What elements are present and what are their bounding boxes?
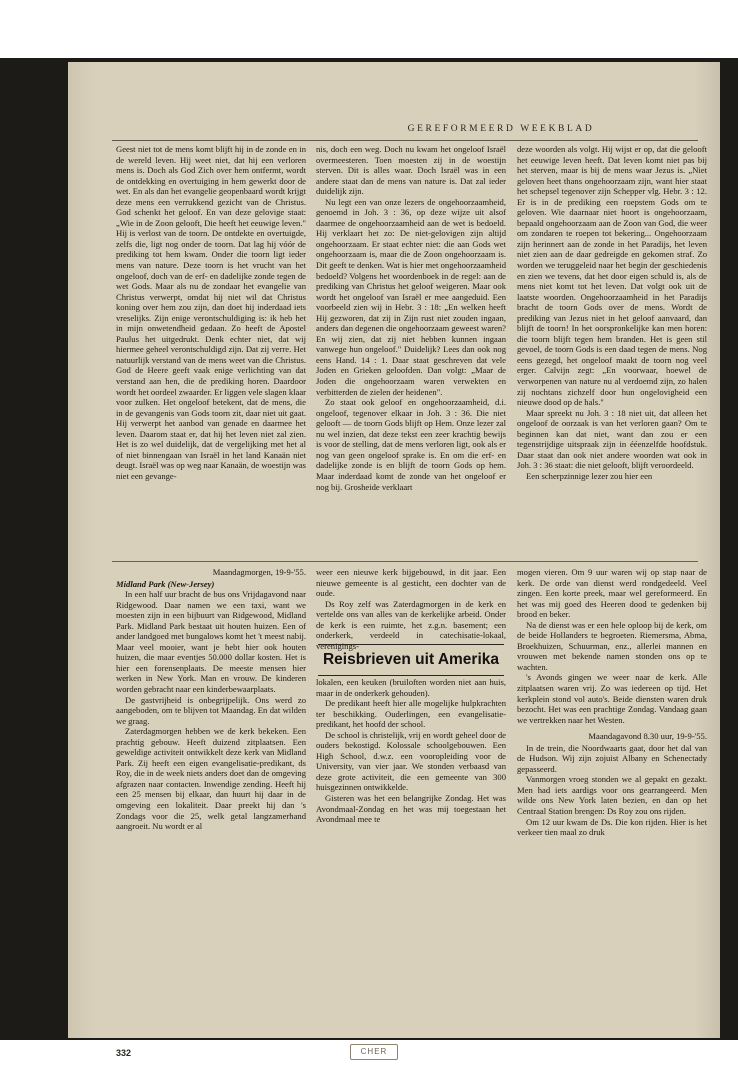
paragraph: 's Avonds gingen we weer naar de kerk. Alle zitplaatsen waren vrij. Zo was iedereen op tijd. Het kerkplein stond vol auto's. Beide diensten waren druk bezocht. Het was een prachtige Zondag. Vandaag gaan we vertrekken naar het Westen.: [517, 672, 707, 725]
paragraph: De school is christelijk, vrij en wordt geheel door de ouders bekostigd. Kolossale schoolgebouwen. Een High School, d.w.z. een vooropleiding voor de University, van vier jaar. We stonden verbaasd van deze grote activiteit, die een gemeente van 300 huisgezinnen ontwikkelde.: [316, 729, 506, 793]
section-divider: [112, 561, 698, 562]
paragraph: De predikant heeft hier alle mogelijke hulpkrachten ter beschikking. Ouderlingen, een evangelisatie-predikant, het hoofd der school.: [316, 698, 506, 730]
paragraph: Een scherpzinnige lezer zou hier een: [526, 470, 653, 481]
paragraph: Om 12 uur kwam de Ds. Die kon rijden. Hier is het verkeer tien maal zo druk: [517, 816, 707, 838]
article-column-1: [116, 144, 306, 556]
paragraph: Na de dienst was er een hele oploop bij de kerk, om de beide Hollanders te begroeten. Riemersma, Abma, Broekhuizen, Schuurman, enz., allerlei mannen en vrouwen met bekende namen stonden ons op te wachten.: [517, 619, 707, 672]
place-heading: Midland Park (New-Jersey): [116, 578, 215, 589]
paragraph: Zo staat ook geloof en ongehoorzaamheid, d.i. ongeloof, tegenover elkaar in Joh. 3 : 36. Die niet gelooft — de toorn Gods blijft op Hem. Onze lezer zal nu wel inzien, dat deze tekst een zeer krachtig bewijs is voor de stelling, dat de mens verloren ligt, ook als er nog van geen ongeloof sprake is. En om die erf- en dadelijke zonde is en blijft de toorn Gods op hem. Maar inderdaad komt de zonde van het ongeloof er nog bij. Grosheide verklaart: [316, 397, 506, 492]
travel-letter-column-1: [116, 567, 306, 1032]
article-column-3: [517, 144, 707, 556]
paragraph: mogen vieren. Om 9 uur waren wij op stap naar de kerk. De orde van dienst werd rondgedeeld. Veel zingen. Een korte preek, maar wel gereformeerd. En het was mij goed des Heeren dood te gedenken bij brood en beker.: [517, 567, 707, 620]
paragraph: Gisteren was het een belangrijke Zondag. Het was Avondmaal-Zondag en het was mij toegestaan het Avondmaal mee te: [316, 793, 506, 825]
paragraph: In de trein, die Noordwaarts gaat, door het dal van de Hudson. Wij zijn zojuist Albany en Schenectady gepasseerd.: [517, 742, 707, 774]
paragraph: Maar spreekt nu Joh. 3 : 18 niet uit, dat alleen het ongeloof de oorzaak is van het verloren gaan? Om te beginnen kan dat niet, want dan zou er een tegenstrijdige uitspraak zijn in ééenzelfde hoofdstuk. Daar staat dan ook niet andere woorden wat ook in Joh. 3 : 36 staat: die niet gelooft, blijft veroordeeld.: [517, 407, 707, 471]
paragraph: nis, doch een weg. Doch nu kwam het ongeloof Israël overmeesteren. Toen moesten zij in de woestijn sterven. Dit is alles waar. Doch Israël was in een andere staat dan de mens van nature is. Dat zal ieder duidelijk zijn.: [316, 144, 506, 197]
page-number: 332: [116, 1048, 132, 1058]
paragraph: De gastvrijheid is onbegrijpelijk. Ons werd zo aangeboden, om te blijven tot Maandag. En dat wilden we graag.: [116, 694, 306, 726]
newspaper-page: [68, 62, 720, 1058]
printer-stamp: CHER: [350, 1044, 398, 1060]
travel-letter-column-2-top: [316, 567, 506, 651]
travel-letter-column-3: [517, 567, 707, 1032]
dateline: Maandagmorgen, 19-9-'55.: [212, 567, 306, 577]
paragraph: Vanmorgen vroeg stonden we al gepakt en gezakt. Men had iets aardigs voor ons gearrangeerd. Men wilde ons New York laten bezien, en dan op het Centraal Station brengen: Ds Roy zou ons rijden.: [517, 774, 707, 817]
paragraph: Geest niet tot de mens komt blijft hij in de zonde en in de wereld leven. Hij weet niet, dat hij een verloren mens is. Doch als God Zich over hem ontfermt, wordt de ontdekking en overtuiging in hem gewerkt door de wet. En als dan het evangelie geopenbaard wordt krijgt deze mens een verrukkend gezicht van de Christus. God schenkt het geloof. En van deze gelovige staat: „Wie in de Zoon gelooft, Die heeft het eeuwige leven." Hij is verlost van de toorn. De ontdekte en overtuigde, zelfs die, ligt nog onder de toorn. Dat lag hij vóór de prediking tot hem kwam. Onder die toorn ligt ieder mens van nature. Deze toorn is het vrucht van het ongeloof, doch van de erf- en dadelijke zonde tegen de wet Gods. Maar als nu de zondaar het evangelie van Christus verwerpt, omdat hij niet wil dat Christus koning over hem zou zijn, dan doet hij inderdaad iets vreselijks. Zijn enige verontschuldiging is: ik heb het in mijn onwetendheid gedaan. Zo heeft de Apostel Paulus het uitgedrukt. Denk echter niet, dat wij hiermee geheel verontschuldigd zijn. Dat zij verre. Het natuurlijk verstand van de mens weet van die Christus. God de Heere geeft vaak enige verlichting van dat verstand aan hen, die de prediking horen. Daardoor wordt het oordeel zwaarder. Er liggen vele slagen klaar voor zulken. Het ongeloof betekent, dat de mens, die in de gevangenis van Gods toorn zit, daar niet uit gaat. Hij verwerpt het aanbod van genade en daarmee het leven. Daarom staat er, dat hij het leven niet zal zien. Het is zo wel duidelijk, dat de vergelijking met het al of niet binnengaan van Israël in het land Kanaän niet deugt. Israël was op weg naar Kanaän, de woestijn was niet een gevange-: [116, 144, 306, 481]
paragraph: deze woorden als volgt. Hij wijst er op, dat die gelooft het eeuwige leven heeft. Dat leven komt niet pas bij het sterven, maar is bij de mens waar Jezus is. „Niet geloven heet thans ongehoorzaam zijn, want hier staat het schepsel tegenover zijn Schepper vlg. Hebr. 3 : 12. Er is in de prediking een roepstem Gods om te geloven. Wie daarnaar niet hoort is ongehoorzaam, bepaald ongehoorzaam aan de Zoon van God, die weer om zondaren te roepen tot bekering... Ongehoorzaam zijn herinnert aan de zonde in het Paradijs, het leven niet zien aan de daar gedreigde en gekomen straf. Zo worden we teruggeleid naar het begin der geschiedenis en zien we tevens, dat het door eigen schuld is, als de mens niet komt tot het leven. Dat volgt ook uit de laatste woorden. Ongehoorzaamheid in het Paradijs bracht de toorn Gods over de mens. Wordt de prediking van Jezus niet in het geloof aanvaard, dan blijft de toorn! In het oorspronkelijke kan men horen: die toorn blijft tegen hem branden. Het is geen stil gevoel, de toorn Gods is een daad tegen de mens. Nog eens gezegd, het ongeloof maakt de toorn nog veel erger. Calvijn zegt: „En voorwaar, hoewel de verworpenen van nature nu al verdoemd zijn, zo halen zij nochtans zichzelf door hun ongelovigheid een nieuwe dood op de hals.": [517, 144, 707, 408]
paragraph: Ds Roy zelf was Zaterdagmorgen in de kerk en vertelde ons van alles van de kerkelijke arbeid. Onder de kerk is een ruimte, het z.g.n. basement; een onderkerk, verdeeld in catechisatie-lokaal, verenigings-: [316, 598, 506, 651]
paragraph: lokalen, een keuken (bruiloften worden niet aan huis, maar in de onderkerk gehouden).: [316, 677, 506, 698]
paragraph: Zaterdagmorgen hebben we de kerk bekeken. Een prachtig gebouw. Heeft duizend zitplaatsen. Een geweldige activiteit ontwikkelt deze kerk van Midland Park. Zij heeft een eigen evangelisatie-predikant, ds Roy, die in de week niets anders doet dan de omgeving afgrazen naar contacten. Inwendige zending. Heeft hij een 25 mensen bij elkaar, dan huurt hij daar in de omgeving een lokaliteit. Daar preekt hij dan 's Zondags voor die 25, welk getal langzamerhand aangroeit. Nu wordt er al: [116, 726, 306, 832]
paragraph: In een half uur bracht de bus ons Vrijdagavond naar Ridgewood. Daar namen we een taxi, want we moesten zijn in een bijbuurt van Ridgewood, Midland Park. Midland Park bestaat uit houten huizen. Een of ander landgoed met bungalows komt het 't meest nabij. Maar veel mooier, want je hebt hier ook houten huizen, die maar eventjes 50.000 dollar kosten. Het is hier een forensenplaats. De meeste mensen hier werken in New York. Man en vrouw. De kinderen worden gebracht naar een kinderbewaarplaats.: [116, 589, 306, 695]
running-head: GEREFORMEERD WEEKBLAD: [407, 124, 595, 134]
dateline: Maandagavond 8.30 uur, 19-9-'55.: [588, 731, 707, 742]
paragraph: Nu legt een van onze lezers de ongehoorzaamheid, genoemd in Joh. 3 : 36, op deze wijze uit alsof daarmee de ongehoorzaamheid aan de wet is bedoeld. Hij verklaart het zo: De niet-gelovigen zijn altijd ongehoorzaam. Er staat echter niet: die aan Gods wet ongehoorzaam is, maar die de Zoon ongehoorzaam is. Dit geeft te denken. Wat is hier met ongehoorzaamheid bedoeld? Volgens het woordenboek in de regel: aan de prediking van Christus het geloof weigeren. Maar ook wordt het ongeloof van Israël er mee aangeduid. Een voorbeeld zien wij in Hebr. 3 : 18: „En welken heeft Hij gezworen, dat zij in Zijn rust niet zouden ingaan, anders dan degenen die ongehoorzaam geweest waren? En wij zien, dat zij niet hebben kunnen ingaan vanwege hun ongeloof." Duidelijk? Lees dan ook nog eens Hand. 14 : 1. Daar staat geschreven dat vele Joden en Grieken geloofden. Dan volgt: „Maar de Joden die ongehoorzaam waren verwekten en verbitterden de zielen der heidenen".: [316, 196, 506, 397]
travel-letter-column-2-bottom: [316, 677, 506, 1032]
header-rule: [112, 140, 698, 141]
feature-title: Reisbrieven uit Amerika: [318, 644, 504, 676]
paragraph: weer een nieuwe kerk bijgebouwd, in dit jaar. Een nieuwe gemeente is al gesticht, een dochter van de oude.: [316, 567, 506, 599]
article-column-2: [316, 144, 506, 556]
